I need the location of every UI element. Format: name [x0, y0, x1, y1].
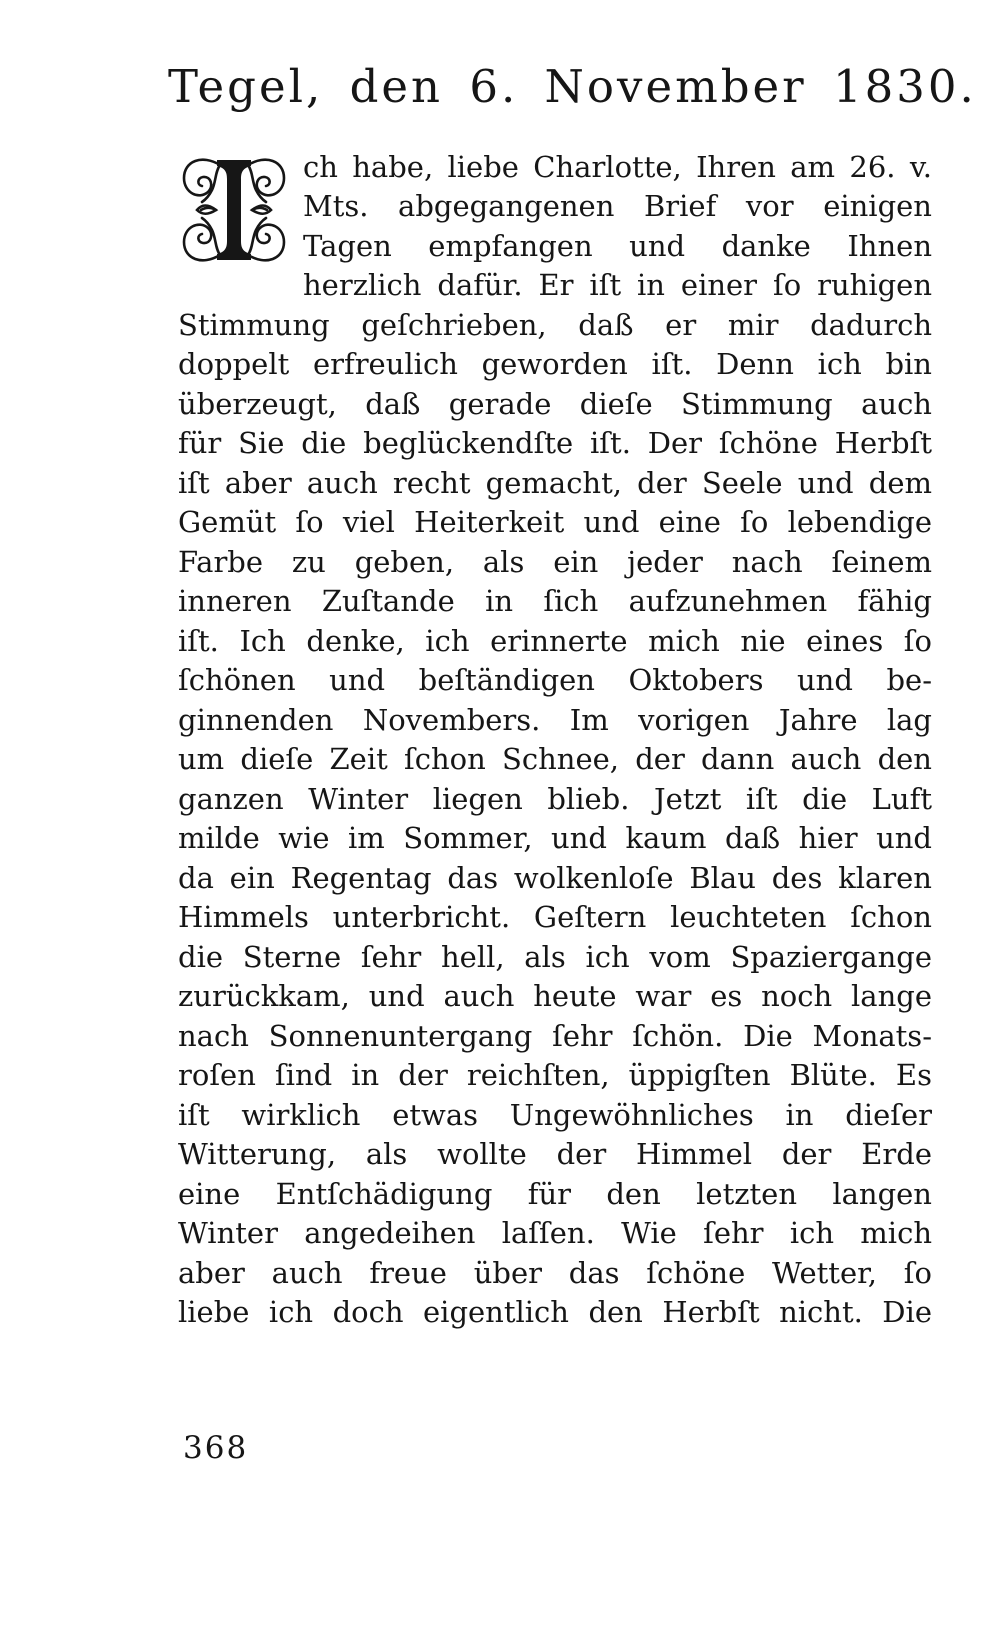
- text-line: Winter angedeihen laſſen. Wie ſehr ich mich: [178, 1216, 932, 1250]
- drop-cap-letter-shape: [217, 160, 251, 260]
- text-line: herzlich dafür. Er iſt in einer ſo ruhigen: [303, 268, 932, 302]
- leaf-right: [252, 205, 271, 213]
- text-line: iſt aber auch recht gemacht, der Seele und dem: [178, 465, 932, 500]
- text-line: Farbe zu geben, als ein jeder nach ſeinem: [178, 544, 932, 579]
- text-line: eine Entſchädigung für den letzten langen: [178, 1176, 932, 1211]
- text-line: nach Sonnenuntergang ſehr ſchön. Die Monats-: [178, 1018, 932, 1053]
- letter-lines: [178, 148, 932, 1333]
- text-line: ch habe, liebe Charlotte, Ihren am 26. v.: [303, 149, 932, 184]
- text-line: überzeugt, daß gerade dieſe Stimmung auch: [178, 386, 932, 421]
- text-line: roſen ſind in der reichſten, üppigſten Blüte. Es: [178, 1058, 932, 1092]
- text-line: Witterung, als wollte der Himmel der Erde: [178, 1137, 932, 1171]
- letter-body: [178, 148, 932, 1333]
- curl-top-left: [184, 159, 220, 201]
- text-line: aber auch freue über das ſchöne Wetter, ſo: [178, 1255, 932, 1290]
- drop-cap-initial: [178, 152, 290, 268]
- text-line: Stimmung geſchrieben, daß er mir dadurch: [178, 307, 932, 342]
- text-line: ganzen Winter liegen blieb. Jetzt iſt die Luft: [178, 781, 932, 816]
- curl-bottom-left: [184, 218, 220, 260]
- curl-top-right: [248, 159, 284, 201]
- curl-bottom-right: [248, 218, 284, 260]
- text-line: liebe ich doch eigentlich den Herbſt nicht. Die: [178, 1295, 932, 1329]
- text-line: iſt. Ich denke, ich erinnerte mich nie eines ſo: [178, 623, 932, 658]
- drop-cap-ornament: [178, 152, 290, 268]
- text-line: Mts. abgegangenen Brief vor einigen: [303, 189, 932, 223]
- text-line: milde wie im Sommer, und kaum daß hier und: [178, 821, 932, 855]
- text-line: da ein Regentag das wolkenloſe Blau des klaren: [178, 860, 932, 895]
- text-line: Tagen empfangen und danke Ihnen: [303, 228, 932, 263]
- page-number: 368: [183, 1429, 249, 1466]
- text-line: die Sterne ſehr hell, als ich vom Spaziergange: [178, 939, 932, 974]
- text-line: inneren Zuſtande in ſich aufzunehmen fähig: [178, 584, 932, 618]
- text-line: um dieſe Zeit ſchon Schnee, der dann auch den: [178, 742, 932, 776]
- text-line: zurückkam, und auch heute war es noch lange: [178, 979, 932, 1013]
- text-line: iſt wirklich etwas Ungewöhnliches in dieſer: [178, 1097, 932, 1132]
- text-line: Himmels unterbricht. Geſtern leuchteten ſchon: [178, 900, 932, 934]
- letter-dateline: Tegel, den 6. November 1830.: [168, 60, 977, 113]
- text-line: doppelt erfreulich geworden iſt. Denn ich bin: [178, 347, 932, 381]
- text-line: Gemüt ſo viel Heiterkeit und eine ſo lebendige: [178, 505, 932, 539]
- text-line: ſchönen und beſtändigen Oktobers und be-: [178, 663, 932, 697]
- text-line: für Sie die beglückendſte iſt. Der ſchöne Herbſt: [178, 426, 932, 460]
- text-line: ginnenden Novembers. Im vorigen Jahre lag: [178, 702, 932, 737]
- leaf-left: [197, 205, 216, 213]
